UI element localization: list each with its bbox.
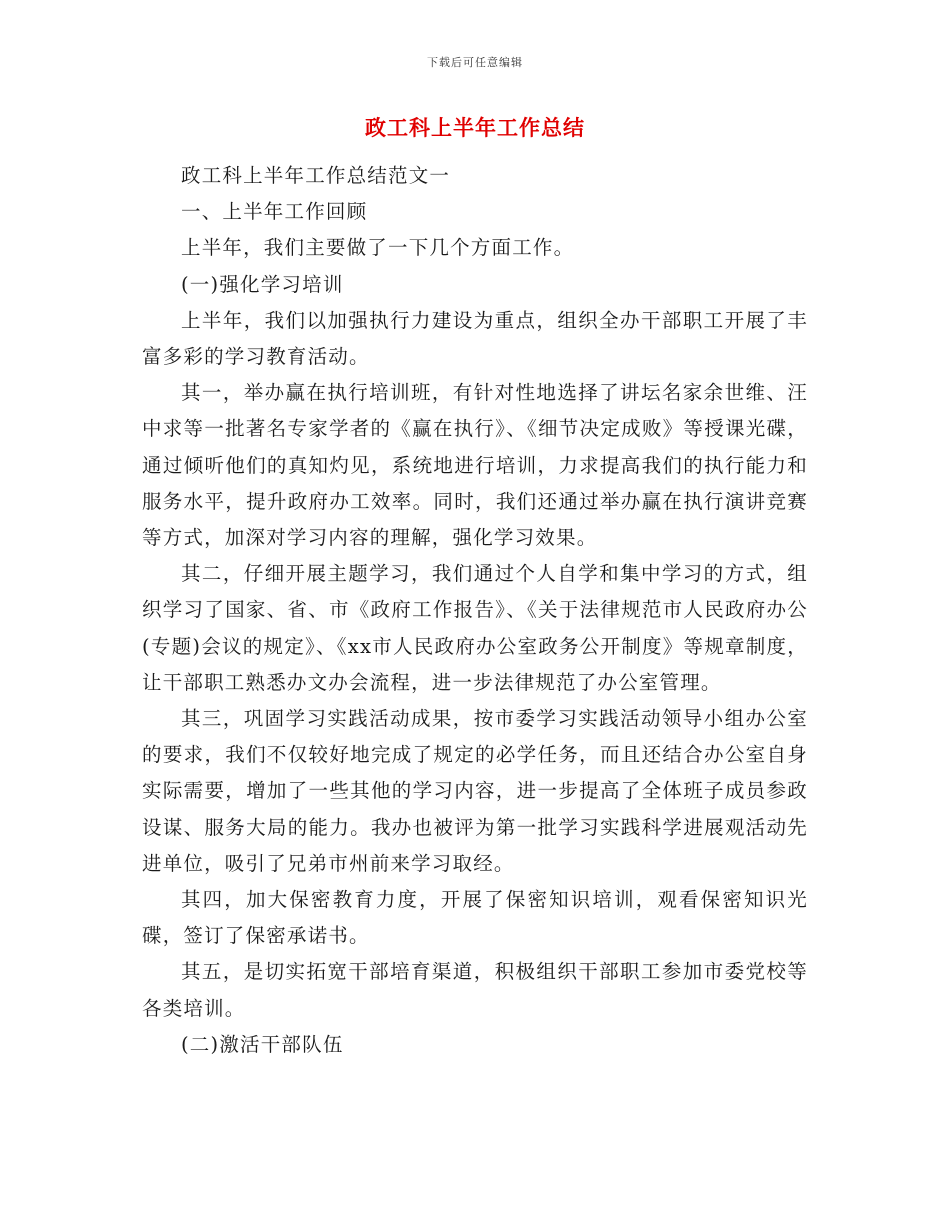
document-title: 政工科上半年工作总结 — [365, 115, 585, 140]
paragraph: 其四，加大保密教育力度，开展了保密知识培训，观看保密知识光碟，签订了保密承诺书。 — [142, 888, 808, 948]
paragraph: 其五，是切实拓宽干部培育渠道，积极组织干部职工参加市委党校等各类培训。 — [142, 960, 808, 1020]
paragraph: 其一，举办赢在执行培训班，有针对性地选择了讲坛名家余世维、汪中求等一批著名专家学者的《赢在执行》、《细节决定成败》等授课光碟，通过倾听他们的真知灼见，系统地进行培训，力求提高我们的执行能力和服务水平，提升政府办工效率。同时，我们还通过举办赢在执行演讲竞赛等方式，加深对学习内容的理解，强化学习效果。 — [142, 381, 808, 550]
paragraph-section-heading: 一、上半年工作回顾 — [181, 200, 368, 224]
paragraph: 上半年，我们以加强执行力建设为重点，组织全办干部职工开展了丰富多彩的学习教育活动。 — [142, 308, 808, 369]
page-header-note: 下载后可任意编辑 — [427, 56, 523, 69]
paragraph: 其三，巩固学习实践活动成果，按市委学习实践活动领导小组办公室的要求，我们不仅较好地完成了规定的必学任务，而且还结合办公室自身实际需要，增加了一些其他的学习内容，进一步提高了全体班子成员参政设谋、服务大局的能力。我办也被评为第一批学习实践科学进展观活动先进单位，吸引了兄弟市州前来学习取经。 — [142, 707, 808, 875]
paragraph-subsection-heading: (一)强化学习培训 — [181, 272, 344, 296]
paragraph-subtitle: 政工科上半年工作总结范文一 — [181, 164, 451, 187]
paragraph: 其二，仔细开展主题学习，我们通过个人自学和集中学习的方式，组织学习了国家、省、市《政府工作报告》、《关于法律规范市人民政府办公(专题)会议的规定》、《xx市人民政府办公室政务公开制度》等规章制度，让干部职工熟悉办文办会流程，进一步法律规范了办公室管理。 — [142, 562, 808, 694]
paragraph: 上半年，我们主要做了一下几个方面工作。 — [181, 236, 575, 260]
paragraph-subsection-heading: (二)激活干部队伍 — [181, 1032, 344, 1056]
document-body — [142, 158, 808, 1063]
